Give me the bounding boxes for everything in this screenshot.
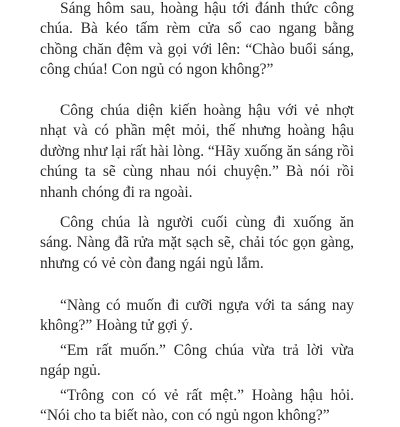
paragraph-5: “Em rất muốn.” Công chúa vừa trả lời vừa ngáp ngủ. <box>40 342 354 380</box>
paragraph-2: Công chúa diện kiến hoàng hậu với vẻ nhợt nhạt và có phần mệt mỏi, thế nhưng hoàng hậu dường như lại rất hài lòng. “Hãy xuống ăn sáng rồi chúng ta sẽ cùng nhau nói chuyện.” Bà nói rồi nhanh chóng đi ra ngoài. <box>40 102 354 201</box>
paragraph-3: Công chúa là người cuối cùng đi xuống ăn sáng. Nàng đã rửa mặt sạch sẽ, chải tóc gọn gàng, nhưng có vẻ còn đang ngái ngủ lắm. <box>40 214 354 272</box>
paragraph-4: “Nàng có muốn đi cưỡi ngựa với ta sáng nay không?” Hoàng tử gợi ý. <box>40 297 354 335</box>
paragraph-6: “Trông con có vẻ rất mệt.” Hoàng hậu hỏi. “Nói cho ta biết nào, con có ngủ ngon không?” <box>40 387 354 425</box>
paragraph-1: Sáng hôm sau, hoàng hậu tới đánh thức công chúa. Bà kéo tấm rèm cửa sổ cao ngang bằng chồng chăn đệm và gọi với lên: “Chào buổi sáng, công chúa! Con ngủ có ngon không?” <box>40 0 354 79</box>
